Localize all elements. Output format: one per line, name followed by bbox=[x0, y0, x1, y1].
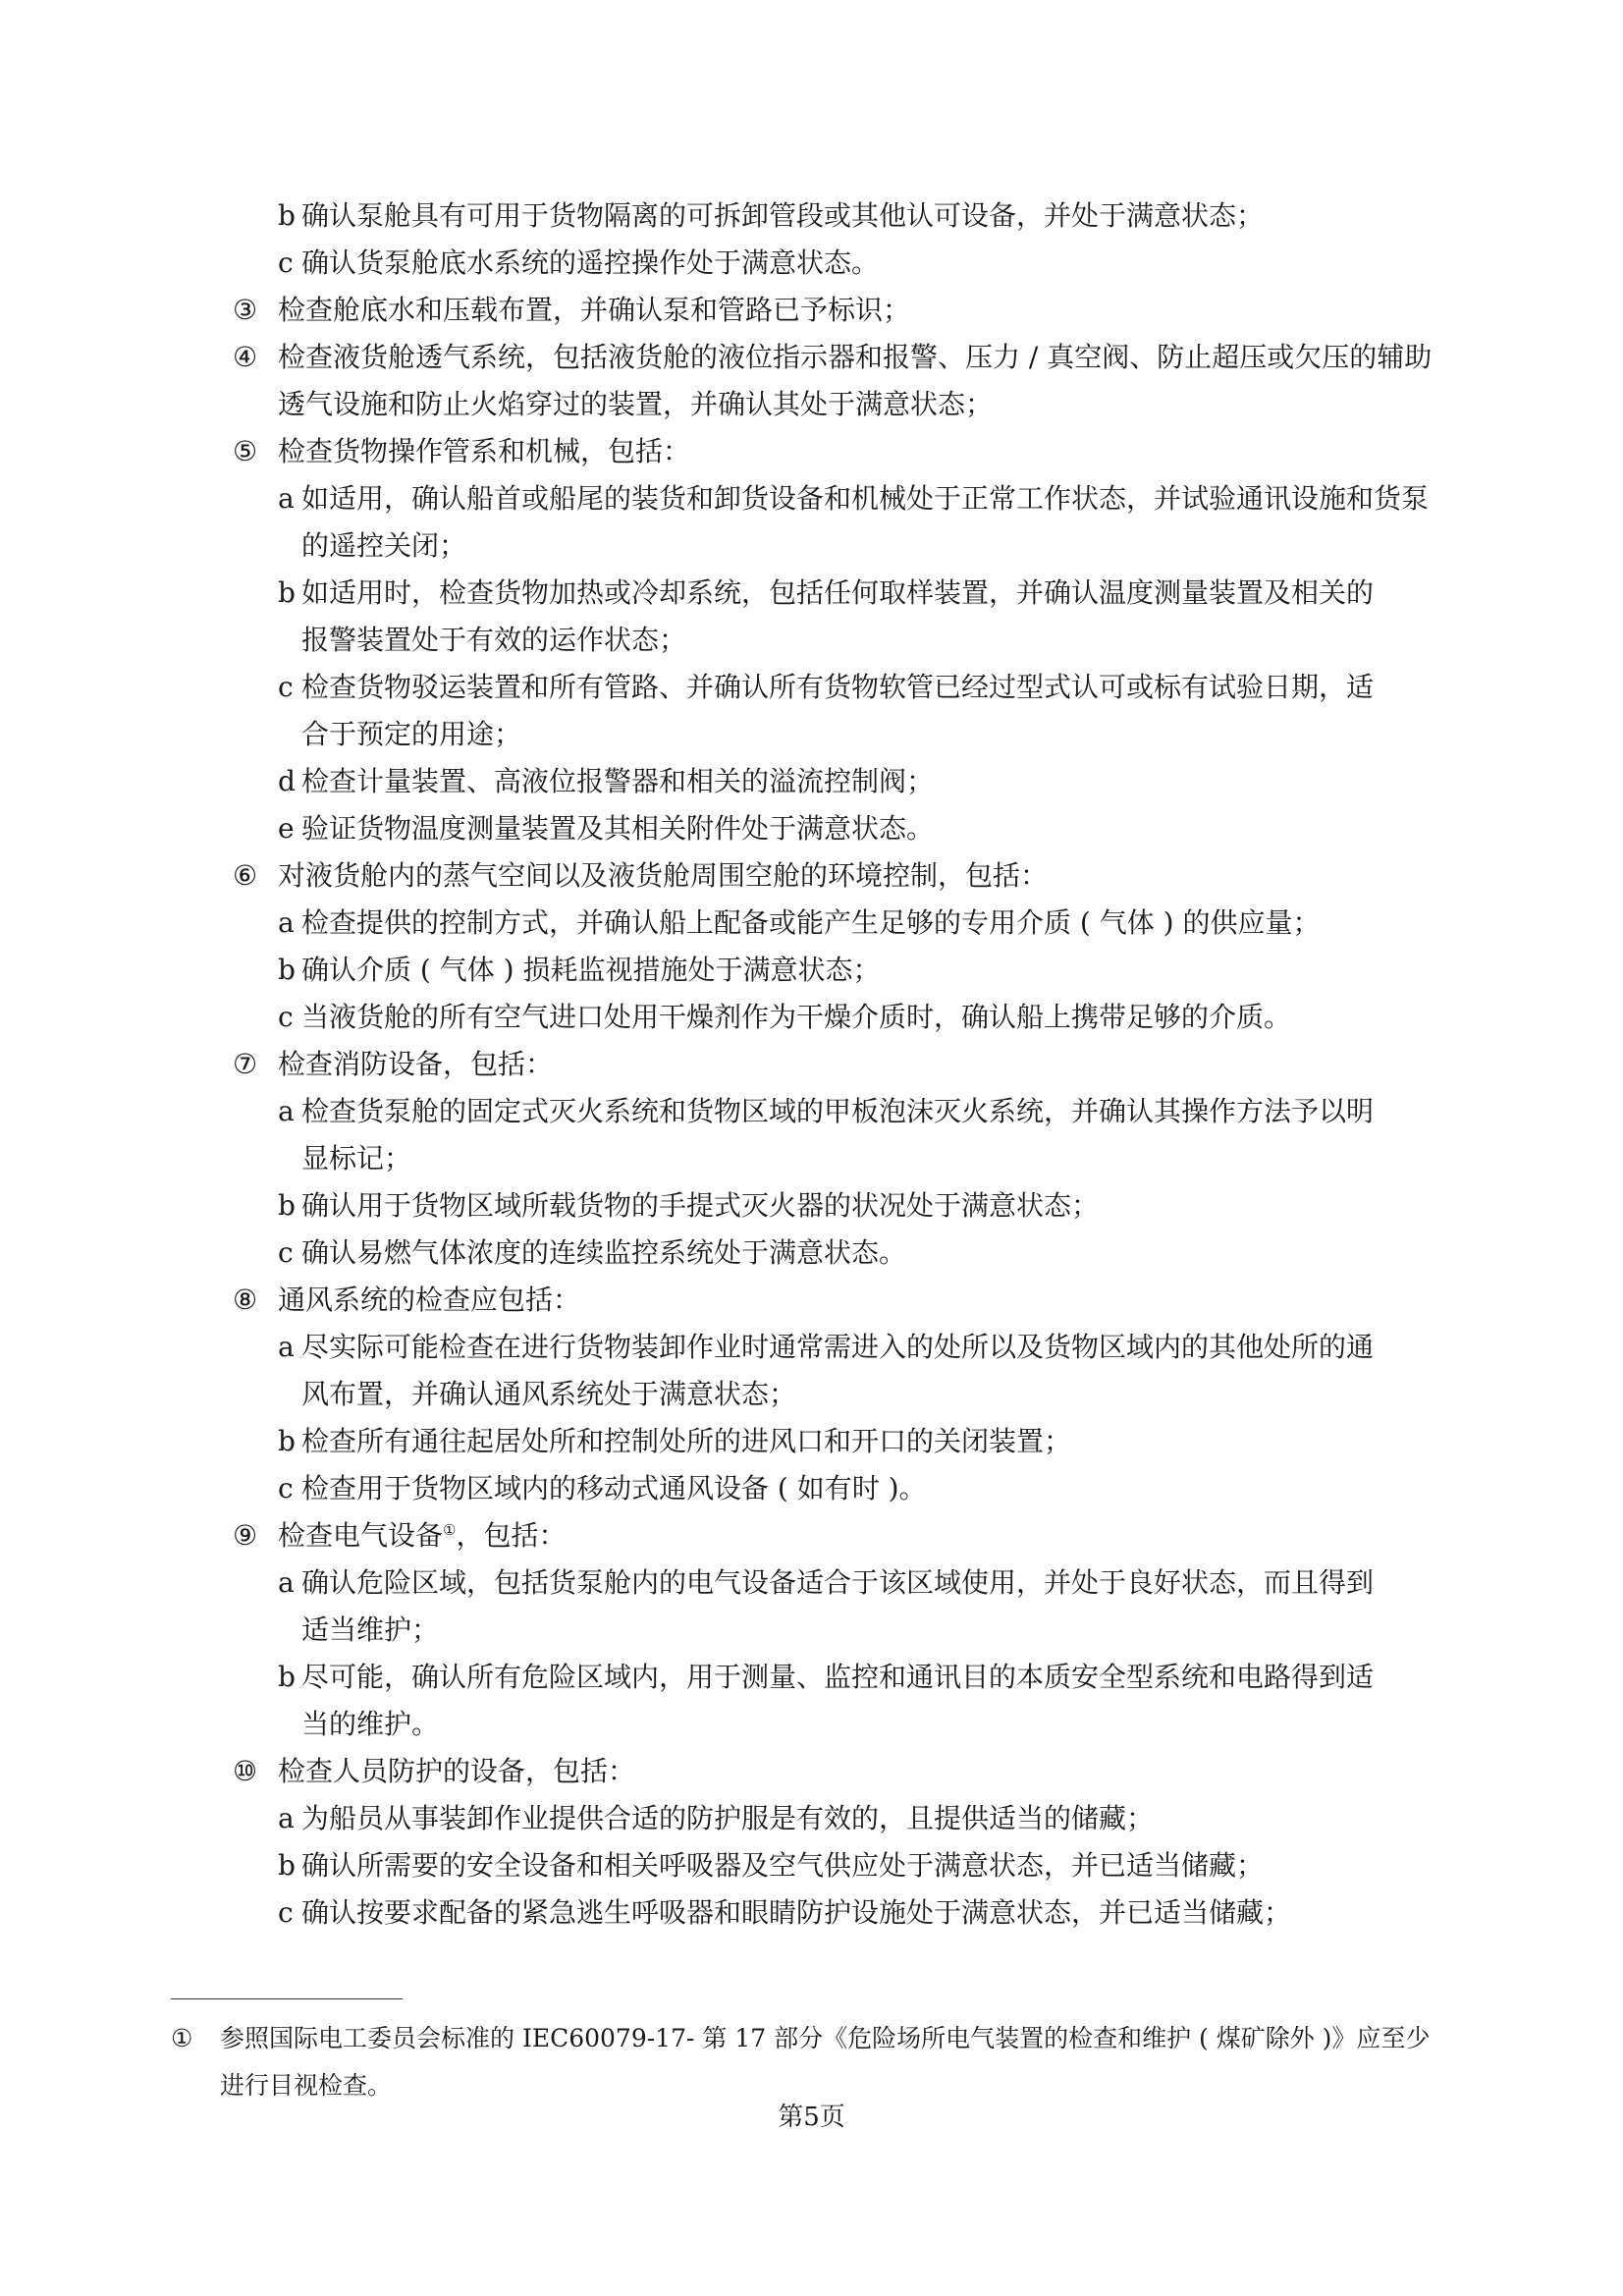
sub-item-letter: c bbox=[278, 671, 294, 703]
text-line bbox=[233, 334, 1468, 381]
line-text-after: ，包括： bbox=[456, 1519, 567, 1552]
line-text: 的遥控关闭； bbox=[301, 529, 467, 562]
footnote-line-1 bbox=[171, 2016, 1477, 2063]
line-text: 检查电气设备 bbox=[278, 1519, 444, 1552]
line-text: 确认所需要的安全设备和相关呼吸器及空气供应处于满意状态，并已适当储藏； bbox=[301, 1849, 1265, 1882]
sub-item-letter: a bbox=[278, 1802, 295, 1834]
line-text: 检查计量装置、高液位报警器和相关的溢流控制阀； bbox=[301, 765, 935, 797]
sub-item-letter: b bbox=[278, 1189, 296, 1222]
footnote-text-continued: 进行目视检查。 bbox=[220, 2071, 393, 2100]
text-line bbox=[233, 1418, 1468, 1465]
sub-item-letter: d bbox=[278, 765, 296, 797]
footnote-reference: ① bbox=[443, 1521, 457, 1539]
line-text: 报警装置处于有效的运作状态； bbox=[301, 624, 687, 656]
text-line bbox=[233, 664, 1468, 711]
sub-item-letter: b bbox=[278, 1849, 296, 1882]
sub-item-letter: b bbox=[278, 1661, 296, 1693]
text-line bbox=[233, 381, 1468, 428]
line-text: 确认危险区域，包括货泵舱内的电气设备适合于该区域使用，并处于良好状态，而且得到 bbox=[301, 1566, 1375, 1599]
item-number: ⑧ bbox=[233, 1284, 258, 1316]
sub-item-letter: c bbox=[278, 1472, 294, 1504]
text-line bbox=[233, 617, 1468, 664]
footnote-marker: ① bbox=[171, 2024, 193, 2052]
sub-item-letter: b bbox=[278, 954, 296, 986]
line-text: 透气设施和防止火焰穿过的装置，并确认其处于满意状态； bbox=[278, 388, 994, 420]
text-line bbox=[233, 522, 1468, 570]
line-text: 尽实际可能检查在进行货物装卸作业时通常需进入的处所以及货物区域内的其他处所的通 bbox=[301, 1331, 1375, 1363]
line-text: 检查货物驳运装置和所有管路、并确认所有货物软管已经过型式认可或标有试验日期，适 bbox=[301, 671, 1375, 703]
item-number: ⑩ bbox=[233, 1755, 258, 1787]
item-number: ⑥ bbox=[233, 859, 258, 892]
text-line bbox=[233, 1371, 1468, 1418]
text-line bbox=[233, 1182, 1468, 1230]
item-number: ⑨ bbox=[233, 1519, 258, 1552]
text-line bbox=[233, 711, 1468, 758]
line-text: 合于预定的用途； bbox=[301, 718, 522, 750]
text-line bbox=[233, 287, 1468, 334]
line-text: 尽可能，确认所有危险区域内，用于测量、监控和通讯目的本质安全型系统和电路得到适 bbox=[301, 1661, 1375, 1693]
text-line bbox=[233, 570, 1468, 617]
line-text: 检查舱底水和压载布置，并确认泵和管路已予标识； bbox=[278, 294, 911, 326]
text-line bbox=[233, 1654, 1468, 1701]
footnote-divider bbox=[171, 1998, 403, 1999]
line-text: 通风系统的检查应包括： bbox=[278, 1284, 581, 1316]
sub-item-letter: a bbox=[278, 1095, 295, 1127]
line-text: 检查人员防护的设备，包括： bbox=[278, 1755, 636, 1787]
text-line bbox=[233, 1465, 1468, 1512]
text-line bbox=[233, 475, 1468, 522]
line-text: 显标记； bbox=[301, 1142, 412, 1175]
line-text: 检查消防设备，包括： bbox=[278, 1048, 554, 1080]
text-line bbox=[233, 1559, 1468, 1607]
item-number: ⑦ bbox=[233, 1048, 258, 1080]
line-text: 确认货泵舱底水系统的遥控操作处于满意状态。 bbox=[301, 246, 880, 279]
item-number: ③ bbox=[233, 294, 258, 326]
text-line bbox=[233, 852, 1468, 900]
sub-item-letter: b bbox=[278, 199, 296, 232]
text-line bbox=[233, 1512, 1468, 1559]
text-line bbox=[233, 805, 1468, 852]
text-line bbox=[233, 240, 1468, 287]
line-text: 检查货物操作管系和机械，包括： bbox=[278, 435, 691, 467]
line-text: 如适用时，检查货物加热或冷却系统，包括任何取样装置，并确认温度测量装置及相关的 bbox=[301, 576, 1375, 609]
text-line bbox=[233, 1088, 1468, 1135]
text-line bbox=[233, 947, 1468, 994]
line-text: 风布置，并确认通风系统处于满意状态； bbox=[301, 1378, 797, 1410]
page-number: 第5页 bbox=[778, 2103, 845, 2132]
line-text: 检查用于货物区域内的移动式通风设备 ( 如有时 )。 bbox=[301, 1472, 927, 1504]
sub-item-letter: b bbox=[278, 1425, 296, 1457]
text-line bbox=[233, 428, 1468, 475]
line-text: 检查提供的控制方式，并确认船上配备或能产生足够的专用介质 ( 气体 ) 的供应量； bbox=[301, 906, 1321, 939]
text-line bbox=[233, 1230, 1468, 1277]
line-text: 验证货物温度测量装置及其相关附件处于满意状态。 bbox=[301, 812, 935, 845]
line-text: 如适用，确认船首或船尾的装货和卸货设备和机械处于正常工作状态，并试验通讯设施和货泵 bbox=[301, 482, 1430, 515]
line-text: 确认泵舱具有可用于货物隔离的可拆卸管段或其他认可设备，并处于满意状态； bbox=[301, 199, 1265, 232]
text-line bbox=[233, 1795, 1468, 1842]
sub-item-letter: b bbox=[278, 576, 296, 609]
line-text: 当的维护。 bbox=[301, 1708, 440, 1740]
text-line bbox=[233, 1277, 1468, 1324]
footnote-text: 参照国际电工委员会标准的 IEC60079-17- 第 17 部分《危险场所电气装置的检查和维护 ( 煤矿除外 )》应至少 bbox=[220, 2024, 1431, 2052]
line-text: 检查货泵舱的固定式灭火系统和货物区域的甲板泡沫灭火系统，并确认其操作方法予以明 bbox=[301, 1095, 1375, 1127]
text-line bbox=[233, 994, 1468, 1041]
text-line bbox=[233, 1701, 1468, 1748]
line-text: 检查所有通往起居处所和控制处所的进风口和开口的关闭装置； bbox=[301, 1425, 1072, 1457]
item-number: ⑤ bbox=[233, 435, 258, 467]
text-line bbox=[233, 1135, 1468, 1182]
text-line bbox=[233, 1889, 1468, 1937]
text-line bbox=[233, 758, 1468, 805]
line-text: 检查液货舱透气系统，包括液货舱的液位指示器和报警、压力 / 真空阀、防止超压或欠压的辅助 bbox=[278, 341, 1433, 373]
line-text: 为船员从事装卸作业提供合适的防护服是有效的，且提供适当的储藏； bbox=[301, 1802, 1155, 1834]
line-text: 对液货舱内的蒸气空间以及液货舱周围空舱的环境控制，包括： bbox=[278, 859, 1049, 892]
line-text: 当液货舱的所有空气进口处用干燥剂作为干燥介质时，确认船上携带足够的介质。 bbox=[301, 1001, 1292, 1033]
text-line bbox=[233, 900, 1468, 947]
line-text: 适当维护； bbox=[301, 1613, 440, 1646]
text-line bbox=[233, 1041, 1468, 1088]
line-text: 确认用于货物区域所载货物的手提式灭火器的状况处于满意状态； bbox=[301, 1189, 1100, 1222]
line-text: 确认介质 ( 气体 ) 损耗监视措施处于满意状态； bbox=[301, 954, 881, 986]
text-line bbox=[233, 1324, 1468, 1371]
sub-item-letter: a bbox=[278, 482, 295, 515]
sub-item-letter: c bbox=[278, 246, 294, 279]
text-line bbox=[233, 192, 1468, 240]
sub-item-letter: a bbox=[278, 1566, 295, 1599]
sub-item-letter: c bbox=[278, 1896, 294, 1929]
sub-item-letter: c bbox=[278, 1001, 294, 1033]
text-line bbox=[233, 1607, 1468, 1654]
line-text: 确认按要求配备的紧急逃生呼吸器和眼睛防护设施处于满意状态，并已适当储藏； bbox=[301, 1896, 1292, 1929]
text-line bbox=[233, 1748, 1468, 1795]
sub-item-letter: a bbox=[278, 1331, 295, 1363]
item-number: ④ bbox=[233, 341, 258, 373]
body-text bbox=[233, 192, 1468, 1937]
text-line bbox=[233, 1842, 1468, 1889]
sub-item-letter: a bbox=[278, 906, 295, 939]
line-text: 确认易燃气体浓度的连续监控系统处于满意状态。 bbox=[301, 1236, 907, 1269]
sub-item-letter: c bbox=[278, 1236, 294, 1269]
sub-item-letter: e bbox=[278, 812, 295, 845]
